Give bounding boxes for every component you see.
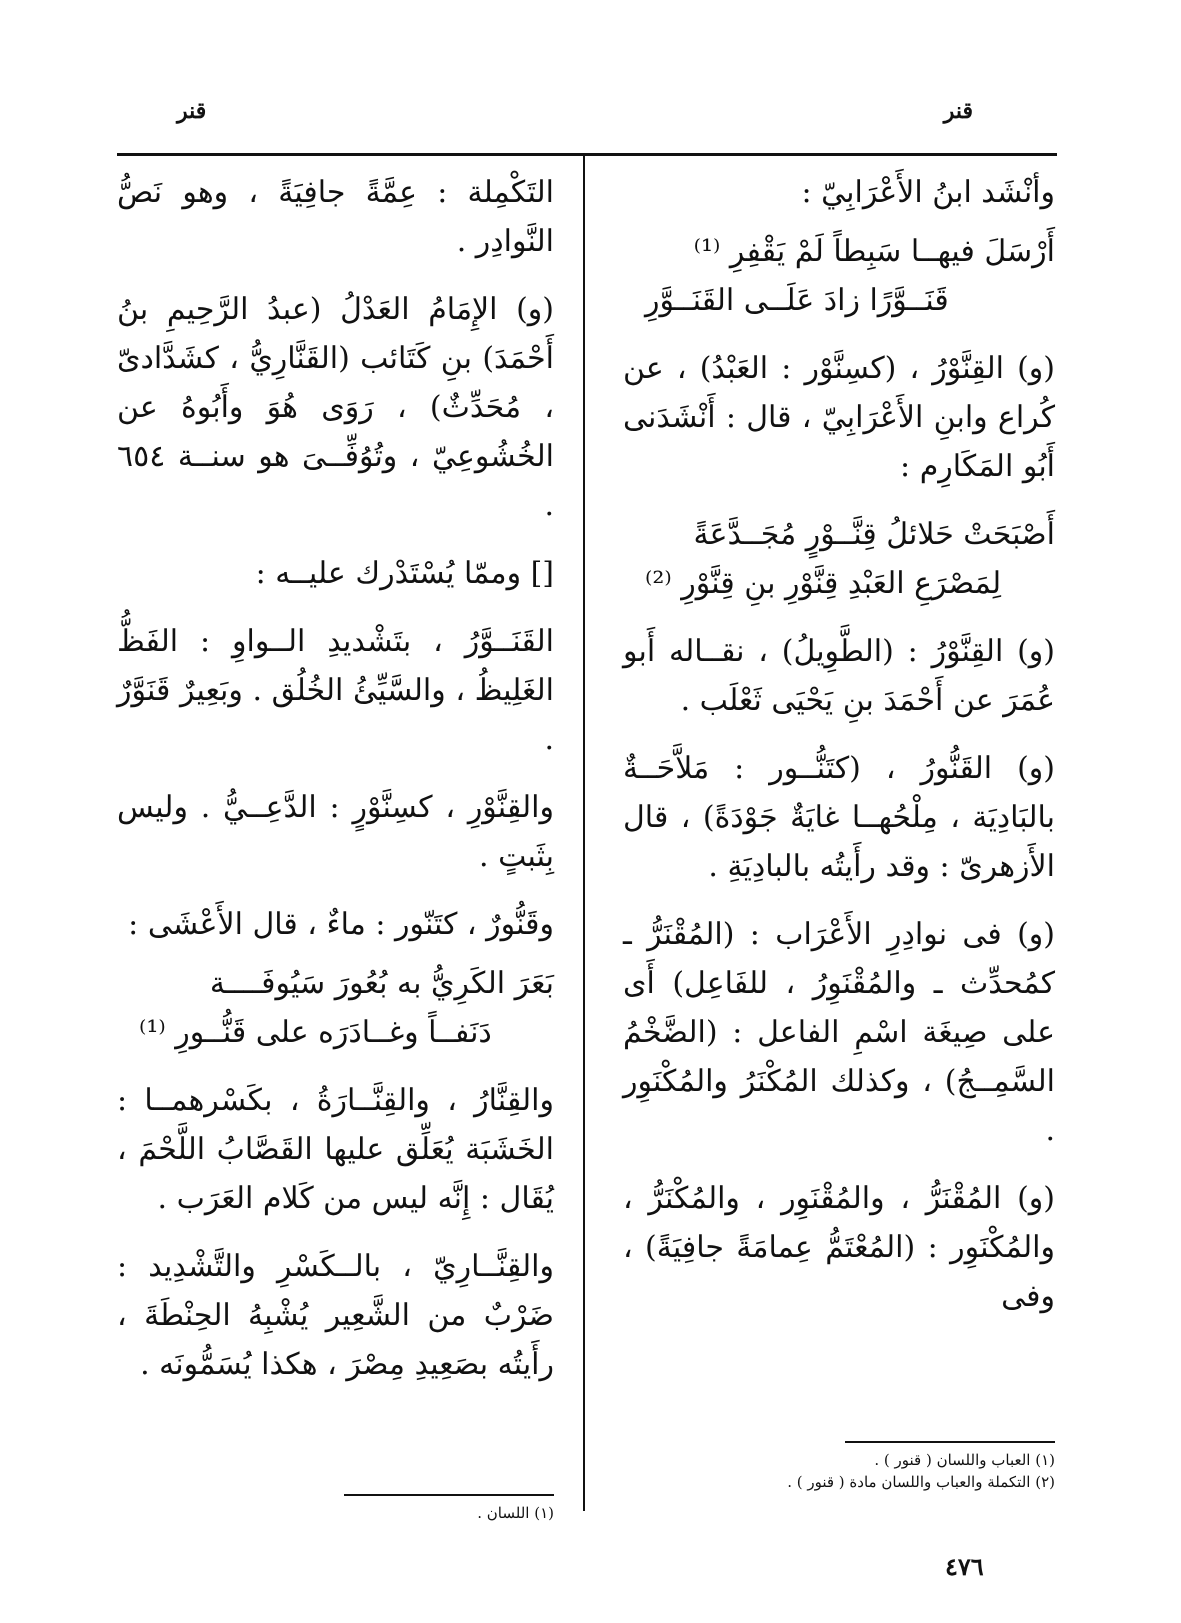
verse-line: لِمَصْرَعِ العَبْدِ قِنَّوْرِ بنِ قِنَّوْرِ ⁽²⁾ (645, 566, 1002, 601)
entry-paragraph: والقِنَّــارِيّ ، بالــكَسْرِ والتَّشْدِيد : ضَرْبٌ من الشَّعِير يُشْبِهُ الحِنْطَةَ ، رأَيتُه بصَعِيدِ مِصْرَ ، هكذا يُسَمُّونَه . (117, 1249, 554, 1382)
verse (623, 510, 1055, 608)
running-head-right: قنر (943, 98, 973, 124)
header-rule (117, 153, 1057, 156)
entry-paragraph: وقَنُّورٌ ، كتَنّور : ماءٌ ، قال الأَعْشَى : (128, 907, 554, 942)
entry-paragraph: وأنْشَد ابنُ الأَعْرَابِيّ : (801, 175, 1055, 210)
verse (117, 959, 554, 1057)
footnote-rule (845, 1441, 1055, 1443)
entry-paragraph: (و) القِنَّوْرُ ، (كسِنَّوْر : العَبْدُ) ، عن كُراع وابنِ الأَعْرَابِيّ ، قال : أَنْشَدَنى أَبُو المَكَارِم : (623, 351, 1055, 484)
entry-paragraph: والقِنَّوْرِ ، كسِنَّوْرٍ : الدَّعِــيُّ . وليس بِثَبتٍ . (117, 790, 554, 874)
entry-paragraph: (و) القَنُّورُ ، (كتَنُّــور : مَلاَّحَــةٌ بالبَادِيَة ، مِلْحُهــا غايَةٌ جَوْدَةً) ، قال الأَزهرىّ : وقد رأَيتُه بالبادِيَةِ . (623, 751, 1055, 884)
footnotes-left (117, 1494, 554, 1524)
column-divider (583, 156, 585, 1511)
footnote-rule (344, 1494, 554, 1496)
right-column (623, 168, 1055, 1340)
left-column (117, 168, 554, 1408)
entry-paragraph: والقِنَّارُ ، والقِنَّــارَةُ ، بكَسْرهمــا : الخَشَبَة يُعَلِّق عليها القَصَّابُ اللَّحْمَ ، يُقَال : إِنَّه ليس من كَلام العَرَب . (117, 1083, 554, 1216)
verse-line: أَرْسَلَ فيهــا سَبِطاً لَمْ يَقْفِرِ ⁽¹⁾ (693, 234, 1055, 269)
footnote: (١) اللسان . (477, 1504, 554, 1522)
verse-line: بَعَرَ الكَرِيُّ به بُعُورَ سَيُوفَــــة (209, 966, 554, 1001)
verse-line: دَنَفــاً وغــادَرَه على قَنُّــورِ ⁽¹⁾ (139, 1015, 492, 1050)
entry-paragraph: التَكْمِلة : عِمَّةً جافِيَةً ، وهو نَصُّ النَّوادِر . (117, 175, 554, 259)
footnote: (٢) التكملة والعباب واللسان مادة ( قنور ) . (787, 1473, 1055, 1491)
verse-line: قَنَــوَّرًا زادَ عَلَــى القَنَــوَّرِ (645, 283, 949, 318)
verse (623, 227, 1055, 325)
verse-line: أَصْبَحَتْ حَلائلُ قِنَّــوْرٍ مُجَــدَّعَةً (693, 517, 1055, 552)
footnote: (١) العباب واللسان ( قنور ) . (874, 1451, 1055, 1469)
entry-paragraph: (و) المُقْنَرُّ ، والمُقْنَوِر ، والمُكْنَرُّ ، والمُكْنَوِر : (المُعْتَمُّ عِمامَةً جافِيَةً) ، وفى (623, 1181, 1055, 1314)
footnotes-right (623, 1441, 1055, 1493)
running-head-left: قنر (177, 98, 207, 124)
entry-paragraph: [] وممّا يُسْتَدْرك عليــه : (255, 556, 554, 591)
page-number: ٤٧٦ (945, 1552, 984, 1581)
entry-paragraph: (و) الإِمَامُ العَدْلُ (عبدُ الرَّحِيمِ بنُ أَحْمَدَ) بنِ كَتَائب (القَنَّارِيُّ ، كشَدَّادىّ ، مُحَدِّثٌ) ، رَوَى هُوَ وأَبُوهُ عن الخُشُوعِيّ ، وتُوُفِّــىَ هو سنــة ٦٥٤ . (117, 292, 554, 523)
entry-paragraph: (و) فى نوادِرِ الأَعْرَاب : (المُقْنَرُّ ـ كمُحدِّث ـ والمُقْنَوِرُ ، للفَاعِل) أَى على صِيغَة اسْمِ الفاعل : (الضَّخْمُ السَّمِــجُ) ، وكذلك المُكْنَرُ والمُكْنَوِر . (623, 917, 1055, 1148)
entry-paragraph: (و) القِنَّوْرُ : (الطَّوِيلُ) ، نقــاله أَبو عُمَرَ عن أَحْمَدَ بنِ يَحْيَى ثَعْلَب . (623, 634, 1055, 718)
entry-paragraph: القَنَــوَّرُ ، بتَشْديدِ الــواوِ : الفَظُّ الغَلِيظُ ، والسَّيِّئُ الخُلُق . وبَعِيرٌ قَنَوَّرٌ . (117, 624, 554, 757)
